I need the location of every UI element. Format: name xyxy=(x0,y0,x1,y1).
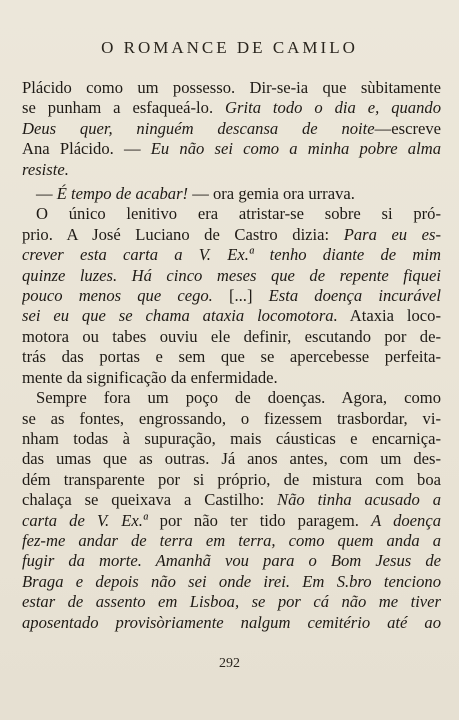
text-line xyxy=(22,511,441,531)
text-line xyxy=(22,160,441,180)
text-run: — xyxy=(36,184,57,204)
text-run: chalaça se queixava a Castilho: xyxy=(22,490,278,510)
italic-run: Esta doença incurável xyxy=(268,286,441,306)
italic-run: Braga e depois não sei onde irei. Em S.bro tenciono xyxy=(22,571,441,591)
italic-run: resiste. xyxy=(22,159,69,179)
page-number: 292 xyxy=(219,656,240,671)
text-run: —escreve xyxy=(374,118,441,138)
text-run: nham todas à supuração, mais cáusticas e encarniça- xyxy=(22,428,441,448)
text-line xyxy=(22,572,441,592)
text-run: Plácido como um possesso. Dir-se-ia que sùbitamente xyxy=(22,78,441,97)
text-run: Ana Plácido. — xyxy=(22,139,151,159)
text-line xyxy=(22,327,441,347)
italic-run: sei eu que se chama ataxia locomotora. xyxy=(22,306,338,326)
italic-run: carta de V. Ex.ª xyxy=(22,510,148,530)
italic-run: A doença xyxy=(371,510,441,530)
text-run: Ataxia loco- xyxy=(337,306,441,326)
text-run: Sempre fora um poço de doenças. Agora, como xyxy=(36,388,441,408)
italic-run: Para eu es- xyxy=(343,224,441,244)
text-line xyxy=(22,613,441,633)
text-run: — ora gemia ora urrava. xyxy=(188,184,355,204)
italic-run: quinze luzes. Há cinco meses que de repente fiquei xyxy=(22,265,441,285)
text-line xyxy=(22,119,441,139)
text-line xyxy=(22,470,441,490)
text-line xyxy=(22,306,441,326)
running-head: O ROMANCE DE CAMILO xyxy=(101,38,358,57)
text-run: das umas que as outras. Já anos antes, com um des- xyxy=(22,449,441,469)
text-line xyxy=(22,266,441,286)
text-line xyxy=(22,204,441,224)
text-run: [...] xyxy=(228,286,269,306)
italic-run: É tempo de acabar! xyxy=(56,184,189,204)
text-line xyxy=(22,490,441,510)
italic-run: crever esta carta a V. Ex.ª tenho diante de mim xyxy=(22,245,441,265)
text-run: O único lenitivo era atristar-se sobre si pró- xyxy=(36,204,441,224)
text-line xyxy=(22,449,441,469)
text-line xyxy=(22,368,441,388)
text-run: trás das portas e sem que se apercebesse perfeita- xyxy=(22,347,441,367)
body-text xyxy=(22,78,441,633)
text-line xyxy=(22,388,441,408)
text-line xyxy=(22,347,441,367)
text-run: se punham a esfaqueá-lo. xyxy=(22,98,226,118)
text-line xyxy=(22,245,441,265)
text-run: dém transparente por si próprio, de mistura com boa xyxy=(22,469,441,489)
text-line xyxy=(22,592,441,612)
text-line xyxy=(22,98,441,118)
text-line xyxy=(22,409,441,429)
text-line xyxy=(22,286,441,306)
text-line xyxy=(22,531,441,551)
text-run: mente da significação da enfermidade. xyxy=(22,367,278,387)
text-run: por não ter tido paragem. xyxy=(147,510,372,530)
italic-run: Grita todo o dia e, quando xyxy=(225,98,441,118)
text-run: prio. A José Luciano de Castro dizia: xyxy=(22,224,344,244)
italic-run: estar de assento em Lisboa, se por cá não me tiver xyxy=(22,592,441,612)
italic-run: Não tinha acusado a xyxy=(277,490,441,510)
text-run: se as fontes, engrossando, o fizessem trasbordar, vi- xyxy=(22,408,441,428)
text-line xyxy=(22,139,441,159)
text-line xyxy=(22,429,441,449)
italic-run: fez-me andar de terra em terra, como quem anda a xyxy=(22,530,441,550)
italic-run: Deus quer, ninguém descansa de noite xyxy=(22,118,375,138)
text-line xyxy=(22,184,441,204)
text-line xyxy=(22,225,441,245)
text-run: motora ou tabes ouviu ele definir, escutando por de- xyxy=(22,326,441,346)
text-line xyxy=(22,551,441,571)
italic-run: fugir da morte. Amanhã vou para o Bom Jesus de xyxy=(22,551,441,571)
italic-run: aposentado provisòriamente nalgum cemitério até ao xyxy=(22,612,441,632)
text-line xyxy=(22,78,441,98)
italic-run: pouco menos que cego. xyxy=(22,286,229,306)
italic-run: Eu não sei como a minha pobre alma xyxy=(150,139,441,159)
